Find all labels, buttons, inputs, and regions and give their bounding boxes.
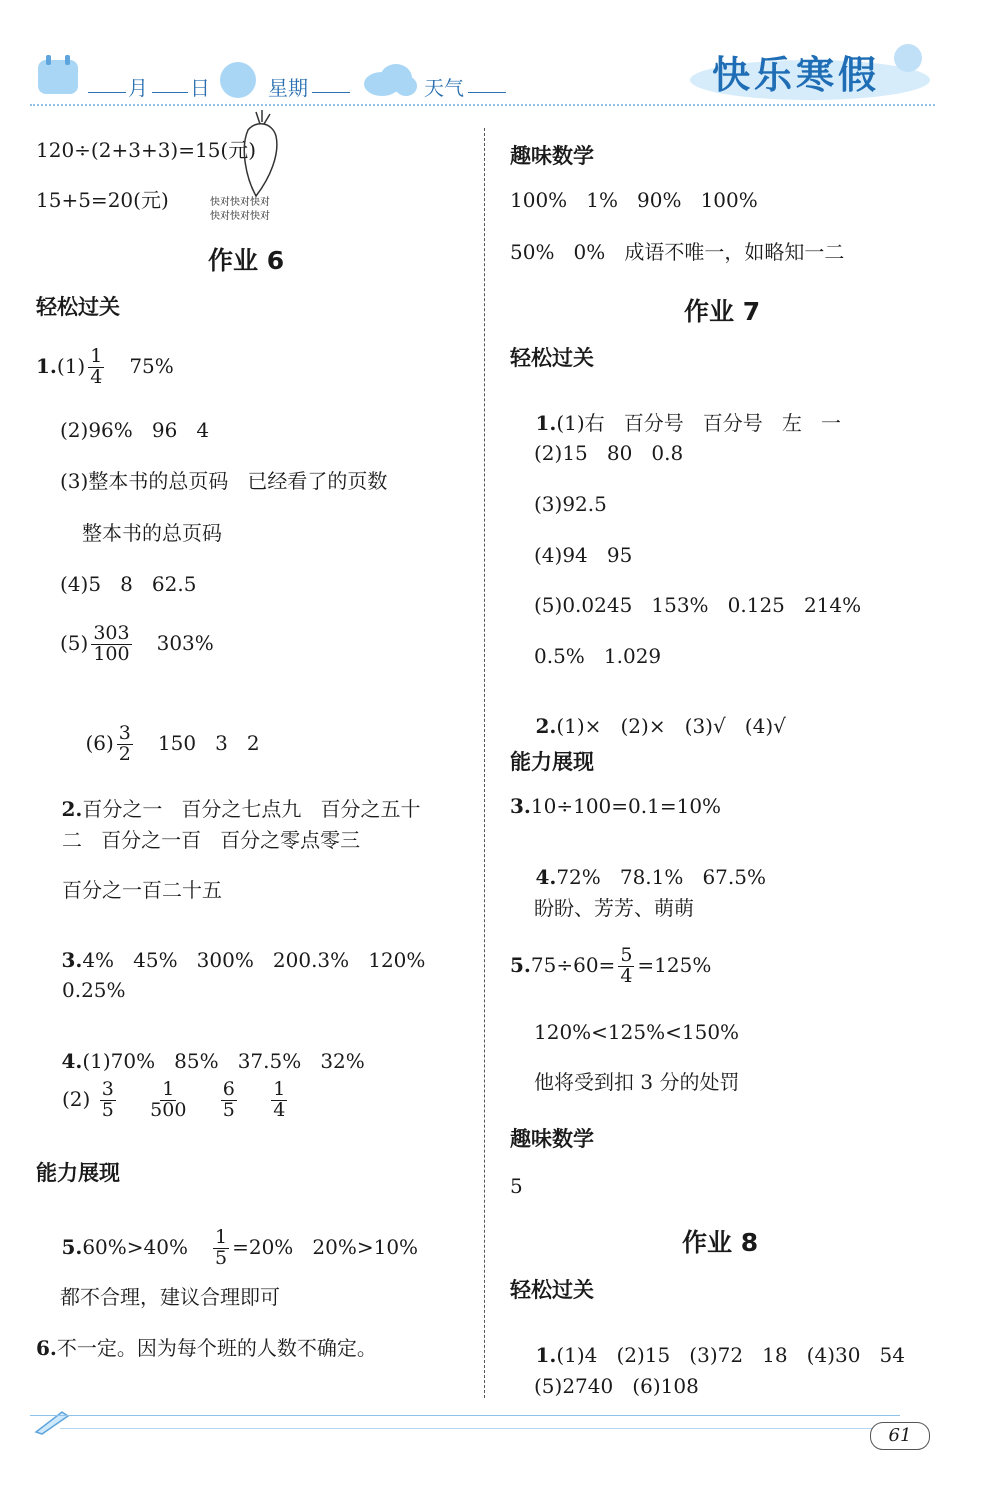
- fraction: $\frac{3}{5}$: [101, 1078, 114, 1121]
- sticker-text-1: 快对快对快对: [210, 197, 270, 208]
- footer-line: [30, 1415, 900, 1416]
- hw6-q1-2: (2)96% 96 4: [60, 418, 210, 442]
- page-number: 61: [870, 1422, 930, 1450]
- hw7-q1-3: (3)92.5: [534, 492, 607, 516]
- hw8-q1-a: 1.(1)4 (2)15 (3)72 18 (4)30 54: [535, 1343, 905, 1367]
- fraction: $\frac{1}{500}$: [150, 1078, 187, 1121]
- hw7-easy-heading: 轻松过关: [510, 346, 594, 370]
- hw7-q3: 3.10÷100=0.1=10%: [510, 794, 722, 818]
- calc-line-2: 15+5=20(元): [36, 188, 169, 212]
- hw6-q5: 5.60%>40% $\frac{1}{5}$ =20% 20%>10%: [61, 1226, 419, 1269]
- hw7-q4-a: 4.72% 78.1% 67.5%: [535, 865, 766, 889]
- hw6-q3-b: 0.25%: [62, 978, 126, 1002]
- hw7-title: 作业 7: [684, 297, 761, 326]
- hw6-q1-3b: 整本书的总页码: [82, 521, 222, 545]
- fun-math-heading: 趣味数学: [510, 144, 594, 168]
- hw6-q1-3a: (3)整本书的总页码 已经看了的页数: [60, 469, 388, 493]
- hw7-q1-5a: (5)0.0245 153% 0.125 214%: [534, 593, 862, 617]
- hw7-q1-5b: 0.5% 1.029: [534, 644, 662, 668]
- calc-line-1: 120÷(2+3+3)=15(元): [36, 138, 257, 162]
- carrot-sticker-icon: [226, 108, 296, 198]
- logo-title: 快乐寒假: [712, 53, 881, 97]
- cloud-icon: [362, 62, 418, 98]
- hw7-fun-answer: 5: [510, 1174, 523, 1198]
- hw8-easy-heading: 轻松过关: [510, 1278, 594, 1302]
- fraction: $\frac{6}{5}$: [222, 1078, 235, 1121]
- hw6-q4-b: (2) $\frac{3}{5}$ $\frac{1}{500}$ $\frac{6}{5}$ $\frac{1}{4}$: [62, 1078, 286, 1121]
- weather-label: 天气: [424, 76, 464, 100]
- hw7-q5-b: 120%<125%<150%: [534, 1020, 740, 1044]
- fraction: $\frac{3}{2}$: [118, 722, 131, 765]
- hw7-q1-4: (4)94 95: [534, 543, 633, 567]
- sun-icon: [218, 60, 258, 100]
- hw7-q2: 2.(1)× (2)× (3)√ (4)√: [535, 714, 786, 738]
- hw7-q1-2: (2)15 80 0.8: [534, 441, 684, 465]
- hw7-q1-1: 1.(1)右 百分号 百分号 左 一: [535, 411, 841, 435]
- hw7-fun-heading: 趣味数学: [510, 1127, 594, 1151]
- hw6-title: 作业 6: [208, 246, 285, 275]
- fraction: $\frac{1}{4}$: [90, 345, 103, 388]
- hw7-q4-b: 盼盼、芳芳、萌萌: [534, 896, 694, 920]
- sticker-text-2: 快对快对快对: [210, 211, 270, 222]
- header-divider: [30, 104, 935, 106]
- hw6-easy-heading: 轻松过关: [36, 295, 120, 319]
- hw6-q2-c: 百分之一百二十五: [62, 878, 222, 902]
- hw8-title: 作业 8: [682, 1228, 759, 1257]
- hw7-q5-c: 他将受到扣 3 分的处罚: [534, 1070, 740, 1094]
- hw6-q5-b: 都不合理，建议合理即可: [60, 1285, 280, 1309]
- hw6-q6: 6.不一定。因为每个班的人数不确定。: [36, 1336, 377, 1360]
- calendar-icon: [36, 54, 80, 96]
- hw6-q4-a: 4.(1)70% 85% 37.5% 32%: [61, 1049, 365, 1073]
- weekday-label: 星期: [268, 76, 308, 100]
- pencil-icon: [32, 1406, 72, 1436]
- hw6-q2-a: 2.百分之一 百分之七点九 百分之五十: [61, 797, 421, 821]
- hw6-q1-4: (4)5 8 62.5: [60, 572, 197, 596]
- month-label: 月: [128, 76, 148, 100]
- day-label: 日: [190, 76, 210, 100]
- hw6-q1-5: (5) $\frac{303}{100}$ 303%: [60, 622, 214, 665]
- fraction: $\frac{5}{4}$: [620, 944, 633, 987]
- hw6-q1-1: 1.(1) $\frac{1}{4}$ 75%: [36, 345, 174, 388]
- fraction: $\frac{1}{5}$: [215, 1226, 228, 1269]
- fun-math-line-2: 50% 0% 成语不唯一，如略知一二: [510, 240, 845, 264]
- column-divider: [484, 128, 485, 1398]
- hw6-q1-6: (6) $\frac{3}{2}$ 150 3 2: [85, 722, 260, 765]
- page-header: [0, 0, 1000, 112]
- fraction: $\frac{1}{4}$: [273, 1078, 286, 1121]
- hw6-ability-heading: 能力展现: [36, 1161, 120, 1185]
- hw6-q3-a: 3.4% 45% 300% 200.3% 120%: [61, 948, 426, 972]
- footer-line-2: [60, 1428, 900, 1429]
- fun-math-line-1: 100% 1% 90% 100%: [510, 188, 758, 212]
- hw7-q5: 5.75÷60= $\frac{5}{4}$ =125%: [510, 944, 712, 987]
- hw7-ability-heading: 能力展现: [510, 750, 594, 774]
- fraction: $\frac{303}{100}$: [93, 622, 130, 665]
- hw8-q1-b: (5)2740 (6)108: [534, 1374, 699, 1398]
- hw6-q2-b: 二 百分之一百 百分之零点零三: [62, 828, 361, 852]
